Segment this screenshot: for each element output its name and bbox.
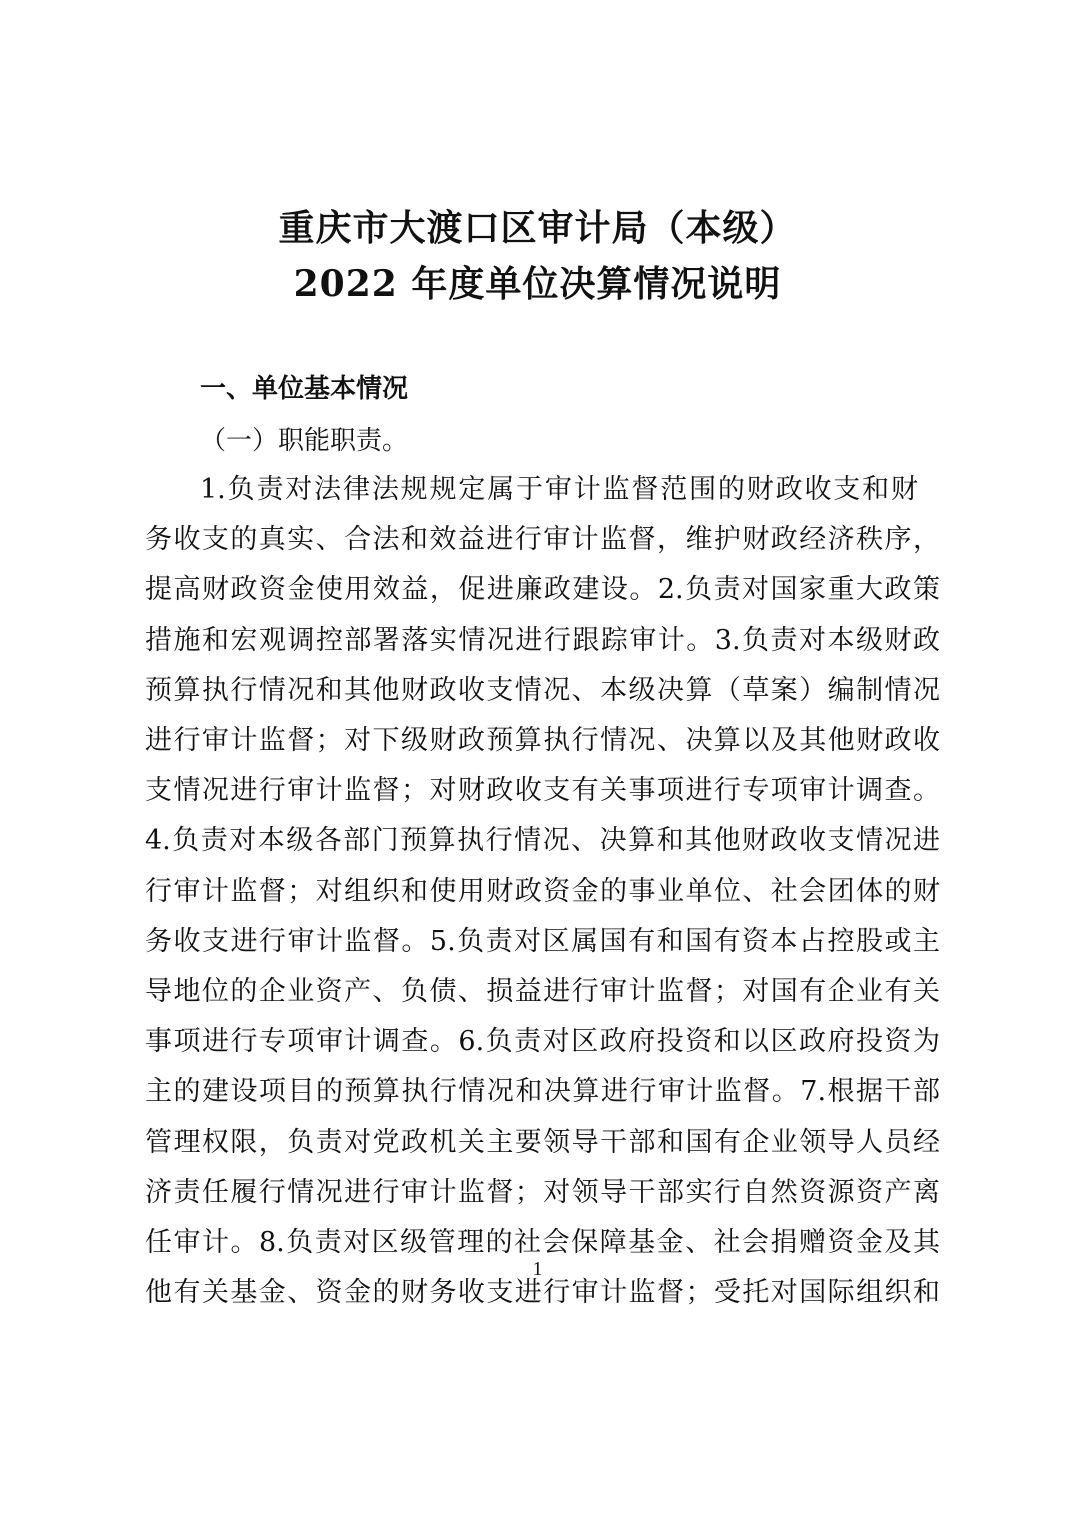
body-line: 进行审计监督；对下级财政预算执行情况、决算以及其他财政收 bbox=[145, 725, 940, 756]
body-line: 管理权限，负责对党政机关主要领导干部和国有企业领导人员经 bbox=[145, 1126, 940, 1158]
body-line: 措施和宏观调控部署落实情况进行跟踪审计。3.负责对本级财政 bbox=[145, 624, 940, 656]
body-line: 支情况进行审计监督；对财政收支有关事项进行专项审计调查。 bbox=[145, 775, 940, 807]
document-title-line2: 2022 年度单位决算情况说明 bbox=[293, 263, 782, 305]
body-line: 4.负责对本级各部门预算执行情况、决算和其他财政收支情况进 bbox=[145, 825, 940, 857]
body-line: 任审计。8.负责对区级管理的社会保障基金、社会捐赠资金及其 bbox=[145, 1227, 940, 1258]
section-heading: 一、单位基本情况 bbox=[200, 374, 409, 404]
body-line: 提高财政资金使用效益，促进廉政建设。2.负责对国家重大政策 bbox=[145, 574, 940, 606]
subsection-heading: （一）职能职责。 bbox=[200, 426, 409, 456]
body-line: 务收支的真实、合法和效益进行审计监督，维护财政经济秩序， bbox=[145, 524, 940, 556]
body-line: 务收支进行审计监督。5.负责对区属国有和国有资本占控股或主 bbox=[145, 925, 940, 957]
body-line: 事项进行专项审计调查。6.负责对区政府投资和以区政府投资为 bbox=[145, 1026, 940, 1058]
body-line: 导地位的企业资产、负债、损益进行审计监督；对国有企业有关 bbox=[145, 976, 940, 1007]
page-number: 1 bbox=[532, 1258, 543, 1280]
body-line: 他有关基金、资金的财务收支进行审计监督；受托对国际组织和 bbox=[145, 1277, 940, 1309]
body-line: 行审计监督；对组织和使用财政资金的事业单位、社会团体的财 bbox=[145, 875, 940, 907]
body-line: 主的建设项目的预算执行情况和决算进行审计监督。7.根据干部 bbox=[145, 1076, 940, 1108]
body-line: 济责任履行情况进行审计监督；对领导干部实行自然资源资产离 bbox=[145, 1176, 940, 1208]
body-line: 1.负责对法律法规规定属于审计监督范围的财政收支和财 bbox=[200, 474, 918, 505]
document-title-line1: 重庆市大渡口区审计局（本级） bbox=[278, 207, 797, 249]
body-line: 预算执行情况和其他财政收支情况、本级决算（草案）编制情况 bbox=[145, 674, 940, 706]
